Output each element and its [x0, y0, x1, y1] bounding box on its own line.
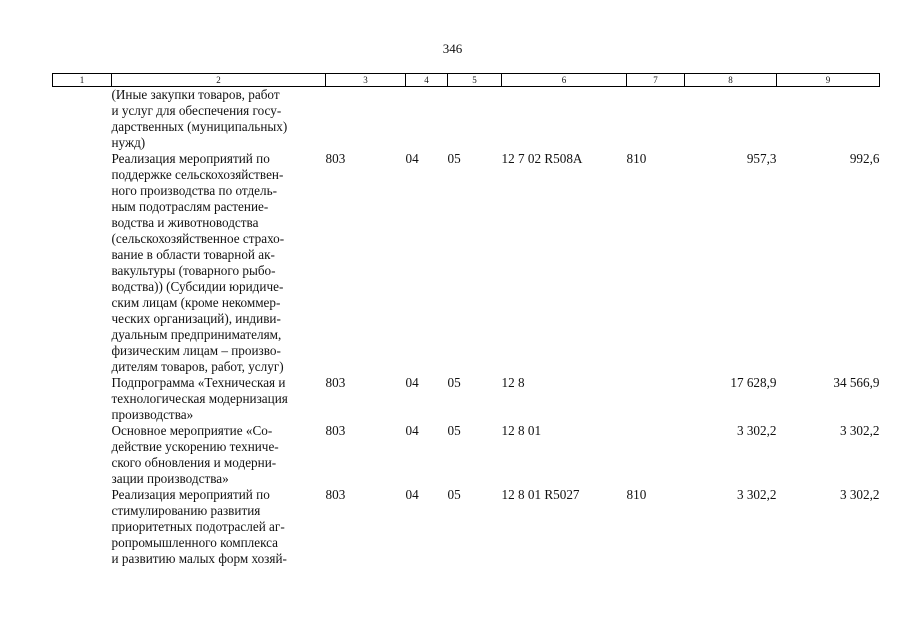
expense-type-code: [627, 423, 685, 487]
ministry-code: [326, 87, 406, 152]
section-code: 04: [405, 487, 419, 502]
expense-type-code: 810: [626, 487, 647, 502]
amount-col8: 3 302,2: [736, 487, 777, 502]
budget-table: [52, 73, 880, 567]
subsection-code: 05: [447, 423, 461, 438]
amount-col8: 957,3: [746, 151, 777, 166]
column-header-8: 8: [685, 74, 777, 87]
column-header-1: 1: [53, 74, 112, 87]
item-name: Реализация мероприятий по стимулированию развития приоритетных подотраслей аг- ропромышленного комплекса и развитию малых форм хозяй-: [111, 487, 287, 566]
col1-cell: [53, 423, 112, 487]
amount-col9: [777, 87, 880, 152]
column-header-6: 6: [502, 74, 627, 87]
header-row: [53, 74, 880, 87]
target-article-code: 12 8: [501, 375, 525, 390]
item-name: (Иные закупки товаров, работ и услуг для обеспечения госу- дарственных (муниципальных) нужд): [111, 87, 288, 150]
section-code: 04: [405, 375, 419, 390]
amount-col8: [685, 87, 777, 152]
subsection-code: 05: [447, 487, 461, 502]
col1-cell: [53, 375, 112, 423]
expense-type-code: [627, 87, 685, 152]
amount-col8: 17 628,9: [730, 375, 777, 390]
ministry-code: 803: [325, 487, 346, 502]
column-header-4: 4: [406, 74, 448, 87]
section-code: 04: [405, 423, 419, 438]
target-article-code: [502, 87, 627, 152]
table-row: [53, 151, 880, 375]
subsection-code: [448, 87, 502, 152]
table-row: [53, 87, 880, 152]
column-header-5: 5: [448, 74, 502, 87]
target-article-code: 12 8 01: [501, 423, 542, 438]
amount-col8: 3 302,2: [736, 423, 777, 438]
ministry-code: 803: [325, 151, 346, 166]
column-header-7: 7: [627, 74, 685, 87]
page-number: 346: [442, 41, 463, 56]
target-article-code: 12 7 02 R508А: [501, 151, 583, 166]
column-header-9: 9: [777, 74, 880, 87]
item-name: Реализация мероприятий по поддержке сельскохозяйствен- ного производства по отдель- ным подотраслям растение- водства и животноводства (сельскохозяйственное страхо- вание в области товарной ак- вакультуры (товарного рыбо- водства)) (Субсидии юридиче- ским лицам (кроме некоммер- ческих организаций), индиви- дуальным предпринимателям, физическим лицам – произво- дителям товаров, работ, услуг): [111, 151, 285, 374]
ministry-code: 803: [325, 423, 346, 438]
subsection-code: 05: [447, 375, 461, 390]
section-code: 04: [405, 151, 419, 166]
column-header-2: 2: [112, 74, 326, 87]
expense-type-code: [627, 375, 685, 423]
subsection-code: 05: [447, 151, 461, 166]
amount-col9: 3 302,2: [839, 487, 880, 502]
item-name: Подпрограмма «Техническая и технологическая модернизация производства»: [111, 375, 288, 422]
amount-col9: 3 302,2: [839, 423, 880, 438]
table-row: [53, 423, 880, 487]
col1-cell: [53, 487, 112, 567]
col1-cell: [53, 151, 112, 375]
section-code: [406, 87, 448, 152]
table-row: [53, 375, 880, 423]
amount-col9: 34 566,9: [833, 375, 880, 390]
target-article-code: 12 8 01 R5027: [501, 487, 580, 502]
item-name: Основное мероприятие «Со- действие ускорению техниче- ского обновления и модерни- зации производства»: [111, 423, 279, 486]
column-header-3: 3: [326, 74, 406, 87]
table-row: [53, 487, 880, 567]
col1-cell: [53, 87, 112, 152]
amount-col9: 992,6: [849, 151, 880, 166]
ministry-code: 803: [325, 375, 346, 390]
expense-type-code: 810: [626, 151, 647, 166]
